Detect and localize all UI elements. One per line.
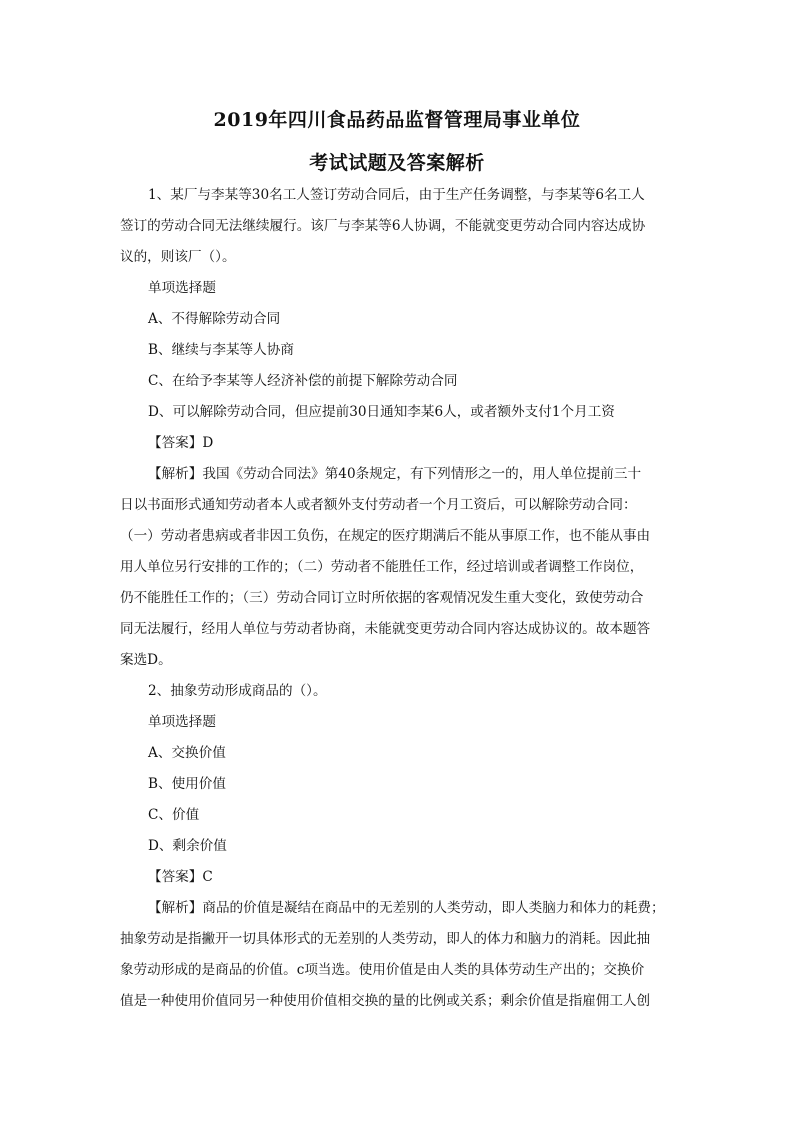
text-line: B、使用价值 <box>148 776 226 792</box>
text-line: 单项选择题 <box>148 280 216 296</box>
text-line: A、交换价值 <box>148 745 226 761</box>
text-line: 象劳动形成的是商品的价值。c项当选。使用价值是由人类的具体劳动生产出的；交换价 <box>120 962 645 978</box>
text-line: D、剩余价值 <box>148 838 227 854</box>
text-line: 单项选择题 <box>148 714 216 730</box>
document-subtitle: 考试试题及答案解析 <box>309 152 485 174</box>
text-line: 用人单位另行安排的工作的；（二）劳动者不能胜任工作，经过培训或者调整工作岗位， <box>120 559 644 575</box>
text-line: （一）劳动者患病或者非因工负伤，在规定的医疗期满后不能从事原工作，也不能从事由 <box>120 528 651 544</box>
text-line: B、继续与李某等人协商 <box>148 342 294 358</box>
text-line: 同无法履行，经用人单位与劳动者协商，未能就变更劳动合同内容达成协议的。故本题答 <box>120 621 651 637</box>
text-line: 仍不能胜任工作的；（三）劳动合同订立时所依据的客观情况发生重大变化，致使劳动合 <box>120 590 644 606</box>
text-line: C、在给予李某等人经济补偿的前提下解除劳动合同 <box>148 373 458 389</box>
text-line: 1、某厂与李某等30名工人签订劳动合同后，由于生产任务调整，与李某等6名工人 <box>148 187 645 203</box>
text-line: 值是一种使用价值同另一种使用价值相交换的量的比例或关系；剩余价值是指雇佣工人创 <box>120 993 651 1009</box>
text-line: 抽象劳动是指撇开一切具体形式的无差别的人类劳动，即人的体力和脑力的消耗。因此抽 <box>120 931 651 947</box>
text-line: 【解析】我国《劳动合同法》第40条规定，有下列情形之一的，用人单位提前三十 <box>148 466 642 482</box>
text-line: 签订的劳动合同无法继续履行。该厂与李某等6人协调，不能就变更劳动合同内容达成协 <box>120 218 646 234</box>
text-line: 日以书面形式通知劳动者本人或者额外支付劳动者一个月工资后，可以解除劳动合同： <box>120 497 637 513</box>
text-line: 【解析】商品的价值是凝结在商品中的无差别的人类劳动，即人类脑力和体力的耗费； <box>148 900 665 916</box>
document-body <box>120 180 680 1017</box>
text-line: C、价值 <box>148 807 200 823</box>
text-line: D、可以解除劳动合同，但应提前30日通知李某6人，或者额外支付1个月工资 <box>148 404 615 420</box>
text-line: 2、抽象劳动形成商品的（）。 <box>148 683 327 699</box>
document-title: 2019年四川食品药品监督管理局事业单位 <box>213 109 581 131</box>
text-line: 【答案】D <box>148 435 214 451</box>
text-line: 案选D。 <box>120 652 172 668</box>
text-line: 【答案】C <box>148 869 213 885</box>
text-line: 议的，则该厂（）。 <box>120 249 236 265</box>
text-line: A、不得解除劳动合同 <box>148 311 281 327</box>
